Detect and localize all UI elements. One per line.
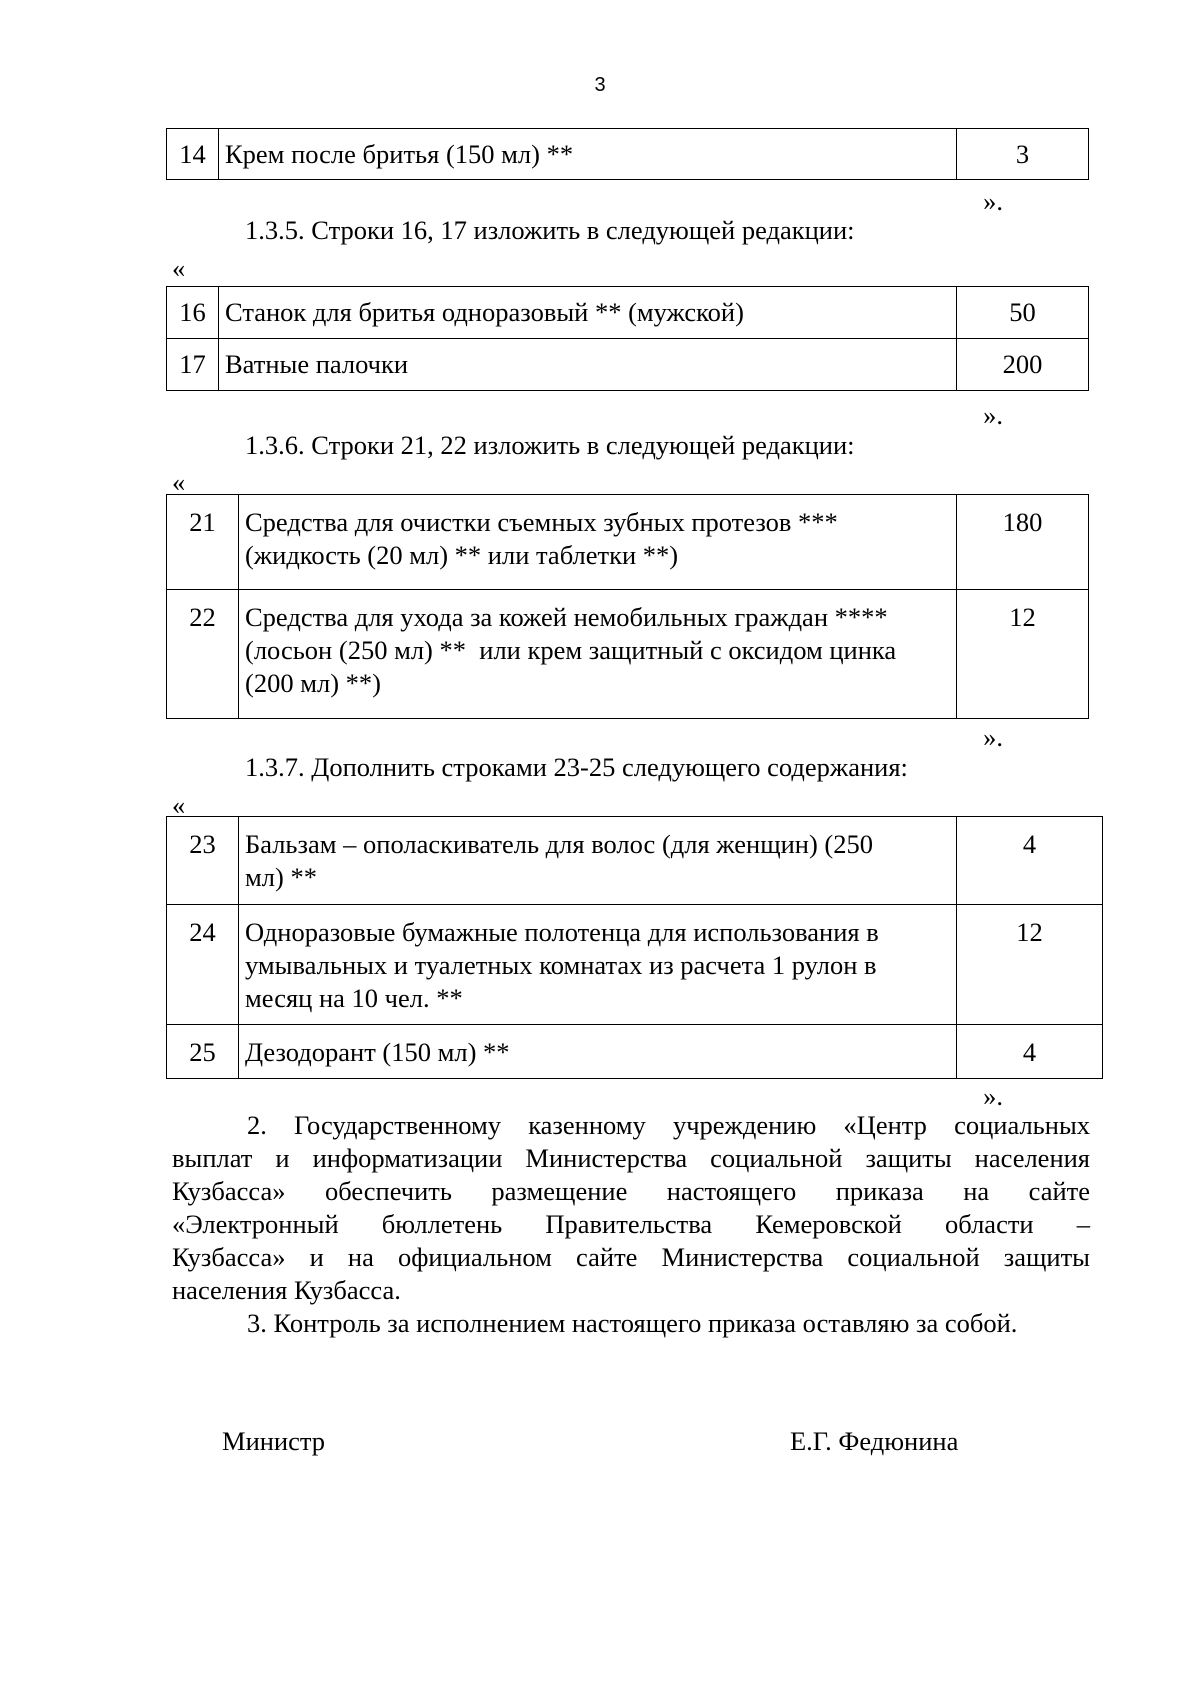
row-text-line: Дезодорант (150 мл) ** (245, 1037, 510, 1067)
row-quantity: 200 (957, 339, 1089, 391)
paragraph-line: Кузбасса» обеспечить размещение настоящего приказа на сайте (172, 1176, 1090, 1206)
row-text-line: (200 мл) **) (245, 668, 381, 698)
opening-quote: « (172, 790, 186, 820)
row-item-name: Крем после бритья (150 мл) ** (219, 129, 957, 180)
row-text-line: умывальных и туалетных комнатах из расчета 1 рулон в (245, 950, 877, 980)
table-row (167, 129, 1089, 180)
closing-quote: ». (983, 186, 1003, 216)
opening-quote: « (172, 253, 186, 283)
row-number: 23 (167, 817, 239, 905)
paragraph-line: 2. Государственному казенному учреждению «Центр социальных (247, 1110, 1090, 1140)
row-item-name: Ватные палочки (219, 339, 957, 391)
row-quantity: 4 (957, 817, 1103, 905)
opening-quote: « (172, 467, 186, 497)
closing-quote: ». (983, 400, 1003, 430)
section-heading-1-3-5: 1.3.5. Строки 16, 17 изложить в следующей редакции: (245, 215, 855, 245)
row-quantity: 180 (957, 495, 1089, 590)
row-quantity: 4 (957, 1025, 1103, 1079)
row-number: 17 (167, 339, 219, 391)
closing-quote: ». (983, 722, 1003, 752)
table-row (167, 1025, 1103, 1079)
table-row (167, 905, 1103, 1025)
row-text-line: месяц на 10 чел. ** (245, 983, 463, 1013)
row-number: 14 (167, 129, 219, 180)
paragraph-line: «Электронный бюллетень Правительства Кемеровской области – (172, 1209, 1090, 1239)
row-number: 16 (167, 287, 219, 339)
row-item-name (239, 1025, 957, 1079)
row-number: 24 (167, 905, 239, 1025)
page-number: 3 (594, 74, 606, 96)
section-heading-1-3-6: 1.3.6. Строки 21, 22 изложить в следующей редакции: (245, 430, 855, 460)
row-quantity: 12 (957, 590, 1089, 719)
row-text-line: (жидкость (20 мл) ** или таблетки **) (245, 540, 679, 570)
table-rows-21-22 (166, 494, 1089, 719)
table-row (167, 495, 1089, 590)
signature-title: Министр (222, 1426, 326, 1456)
row-quantity: 3 (957, 129, 1089, 180)
row-number: 22 (167, 590, 239, 719)
row-quantity: 50 (957, 287, 1089, 339)
row-item-name (239, 905, 957, 1025)
table-row (167, 339, 1089, 391)
row-item-name (239, 590, 957, 719)
table-row (167, 590, 1089, 719)
row-number: 21 (167, 495, 239, 590)
paragraph-line: Кузбасса» и на официальном сайте Министерства социальной защиты (172, 1242, 1090, 1272)
row-text-line: Бальзам – ополаскиватель для волос (для женщин) (250 (245, 829, 873, 859)
row-item-name: Станок для бритья одноразовый ** (мужской) (219, 287, 957, 339)
table-rows-23-25 (166, 816, 1103, 1079)
paragraph-line: населения Кузбасса. (172, 1275, 401, 1305)
paragraph-line: выплат и информатизации Министерства социальной защиты населения (172, 1143, 1090, 1173)
paragraph-2 (172, 1109, 1090, 1307)
row-number: 25 (167, 1025, 239, 1079)
table-row (167, 817, 1103, 905)
row-text-line: (лосьон (250 мл) ** или крем защитный с оксидом цинка (245, 635, 897, 665)
table-row (167, 287, 1089, 339)
row-text-line: мл) ** (245, 862, 317, 892)
row-text-line: Средства для очистки съемных зубных протезов *** (245, 507, 838, 537)
row-item-name (239, 495, 957, 590)
row-item-name (239, 817, 957, 905)
table-row-14 (166, 128, 1089, 180)
row-text-line: Средства для ухода за кожей немобильных граждан **** (245, 602, 888, 632)
signature-name: Е.Г. Федюнина (790, 1426, 959, 1456)
section-heading-1-3-7: 1.3.7. Дополнить строками 23-25 следующего содержания: (245, 752, 908, 782)
row-quantity: 12 (957, 905, 1103, 1025)
row-text-line: Одноразовые бумажные полотенца для использования в (245, 917, 879, 947)
paragraph-3: 3. Контроль за исполнением настоящего приказа оставляю за собой. (247, 1308, 1018, 1338)
table-rows-16-17 (166, 286, 1089, 391)
closing-quote: ». (983, 1081, 1003, 1111)
